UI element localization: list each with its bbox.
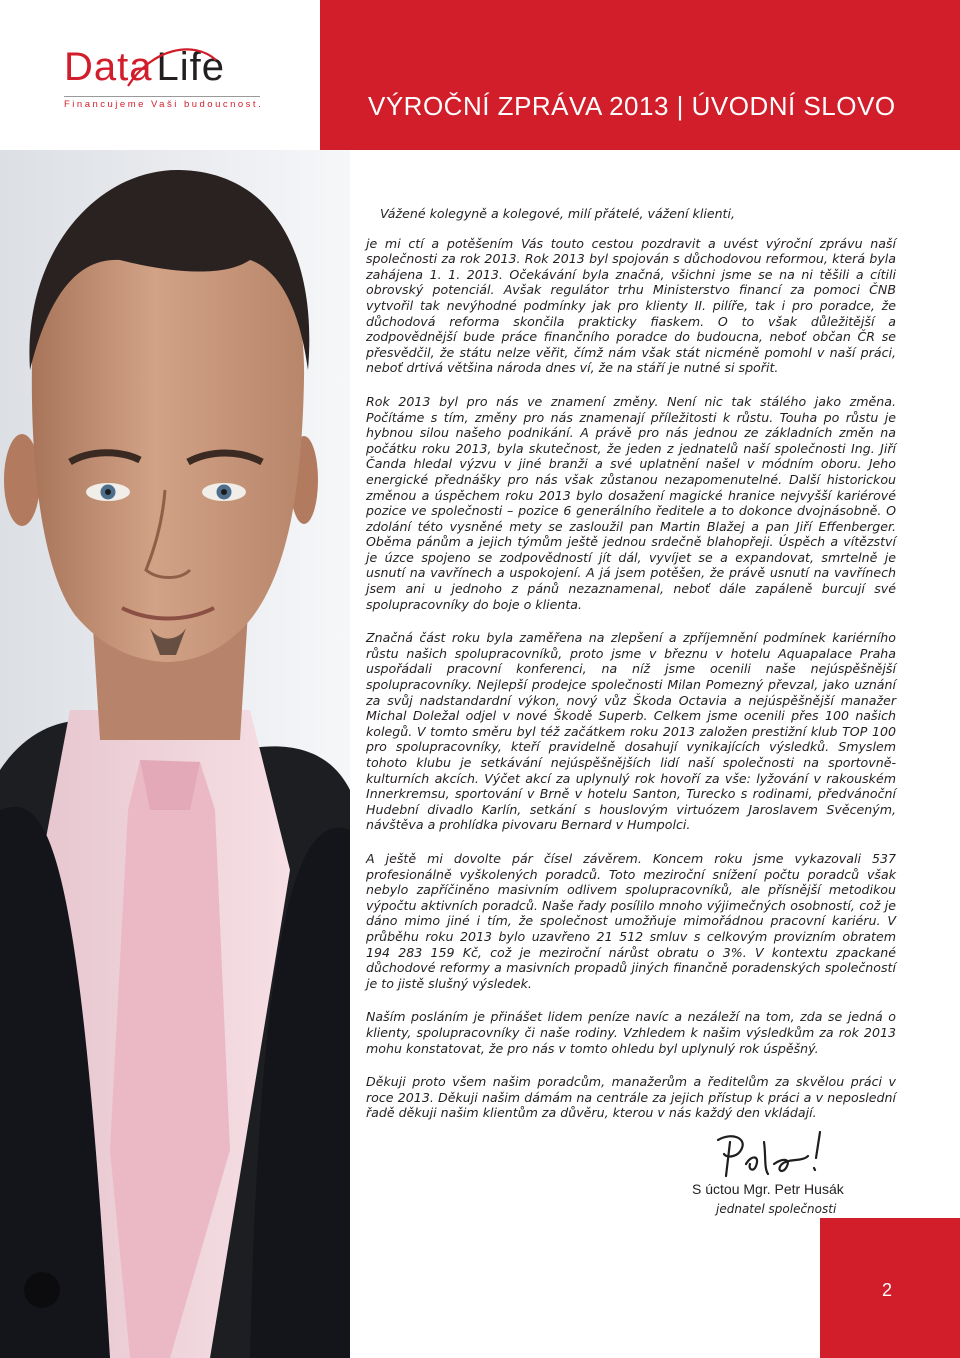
- logo-divider: [64, 96, 260, 97]
- letter-salutation: Vážené kolegyně a kolegové, milí přátelé, vážení klienti,: [380, 206, 735, 221]
- page-number: 2: [882, 1280, 893, 1300]
- letter-paragraph: Rok 2013 byl pro nás ve znamení změny. Není nic tak stálého jako změna. Počítáme s tím, změny pro nás znamenají příležitosti k růstu. Touha po růstu je hybnou silou našeho podnikání. A právě pro nás jednou ze základních změn na počátku roku 2013, byla skutečnost, že jeden z jednatelů naší společnosti Ing. Jiří Čanda hledal výzvu v jiné branži a své uplatnění našel v módním oboru. Jeho energické přednášky pro nás však zůstanou nezapomenutelné. Další historickou změnou a úspěchem roku 2013 bylo dosažení magické hranice nejvyšší kariérové pozice ve společnosti – pozice 6 generálního ředitele a to dokonce dvojnásobně. O zdolání této vysněné mety se zasloužil pan Martin Blažej a pan Jiří Effenberger. Oběma pánům a jejich týmům ještě jednou srdečně blahopřeji. Úspěch a vítězství je úzce spojeno se zodpovědností jít dál, vyvíjet se a expandovat, smrtelně je usnutí na vavřínech a uspokojení. A já jsem potěšen, že právě usnutí na vavřínech jsem ani u jednoho z pánů nezaznamenal, neboť dále zapáleně burcují své spolupracovníky do boje o klienta.: [366, 393, 896, 612]
- signatory-name: S úctou Mgr. Petr Husák: [692, 1181, 844, 1197]
- letter-body: [366, 206, 896, 1139]
- datalife-logo: [64, 44, 264, 124]
- logo-word-data: Data: [64, 45, 153, 89]
- page-header: [0, 0, 960, 150]
- page-title: VÝROČNÍ ZPRÁVA 2013 | ÚVODNÍ SLOVO: [368, 91, 896, 122]
- letter-paragraph: Značná část roku byla zaměřena na zlepšení a zpříjemnění podmínek kariérního růstu našich spolupracovníků, proto jsme v březnu v hotelu Aquapalace Praha uspořádali pracovní konferenci, na níž jsme ocenili naše nejúspěšnější spolupracovníky. Nejlepší prodejce společnosti Milan Pomezný převzal, jako uznání za svůj nadstandardní výkon, nový vůz Škoda Octavia a nejúspěšnější manažer Michal Doležal odjel v nové Škodě Superb. Celkem jsme ocenili přes 100 našich kolegů. V tomto směru byl též začátkem roku 2013 založen prestižní klub TOP 100 pro spolupracovníky, kteří pravidelně dosahují vynikajících výsledků. Smyslem tohoto klubu je setkávání nejúspěšnějších lidí naší společnosti na sportovně-kulturních akcích. Výčet akcí za uplynulý rok hovoří za vše: lyžování v rakouském Innerkremsu, sportování v Brně v hotelu Santon, Turecko s rodinami, předvánoční Hudební divadlo Karlín, setkání s houslovým virtuózem Jaroslavem Svěceným, návštěva a prohlídka pivovaru Bernard v Humpolci.: [366, 630, 896, 833]
- letter-paragraph: je mi ctí a potěšením Vás touto cestou pozdravit a uvést výroční zprávu naší společnosti za rok 2013. Rok 2013 byl spojován s důchodovou reformou, která byla zahájena 1. 1. 2013. Očekávání byla značná, všichni jsme se na ni těšili a cítili obrovský potenciál. Avšak regulátor trhu Ministerstvo financí za pomoci ČNB vytvořil tak nevýhodné podmínky jak pro klienty II. pilíře, tak i pro poradce, že důchodová reforma skončila prakticky fiaskem. O to však důležitější a zodpovědnější bude práce finančního poradce do budoucna, neboť občan ČR se přesvědčil, že státu nelze věřit, čímž nám však stát nicméně pomohl v naší práci, neboť drtivá většina národa dnes ví, že na stáří je nutné si spořit.: [366, 235, 896, 376]
- logo-tagline: Financujeme Vaši budoucnost.: [64, 99, 264, 110]
- letter-paragraph: A ještě mi dovolte pár čísel závěrem. Koncem roku jsme vykazovali 537 profesionálně vyškolených poradců. Toto meziroční snížení počtu poradců však nebylo zapříčiněno masivním odlivem spolupracovníků, ale přísnější metodikou výpočtu aktivních poradců. Naše řady posílilo mnoho výjimečných osobností, což je dáno mimo jiné i tím, že společnost umožňuje mimořádnou pracovní kariéru. V průběhu roku 2013 bylo uzavřeno 21 512 smluv s celkovým provizním obratem 194 283 159 Kč, což je meziroční nárůst obratu o 3%. V kontextu zpackané důchodové reformy a masivních propadů jiných finančně poradenských společností je to jistě slušný výsledek.: [366, 850, 896, 991]
- header-red-band: [320, 0, 960, 150]
- letter-paragraph: Děkuji proto všem našim poradcům, manažerům a ředitelům za skvělou práci v roce 2013. Děkuji našim dámám na centrále za jejich přístup k práci a v neposlední řadě děkuji našim klientům za důvěru, kterou v nás každý den vkládají.: [366, 1074, 896, 1121]
- logo-word-life: Life: [156, 45, 225, 89]
- page-number-band: [820, 1218, 960, 1358]
- portrait-photo: [0, 150, 350, 1358]
- signatory-role: jednatel společnosti: [716, 1202, 837, 1216]
- letter-paragraph: Naším posláním je přinášet lidem peníze navíc a nezáleží na tom, zda se jedná o klienty, spolupracovníky či naše rodiny. Vzhledem k našim výsledkům za rok 2013 mohu konstatovat, že pro nás v tomto ohledu byl uplynulý rok úspěšný.: [366, 1009, 896, 1056]
- logo-swoosh-icon: [124, 46, 254, 92]
- handwritten-signature: [712, 1128, 836, 1180]
